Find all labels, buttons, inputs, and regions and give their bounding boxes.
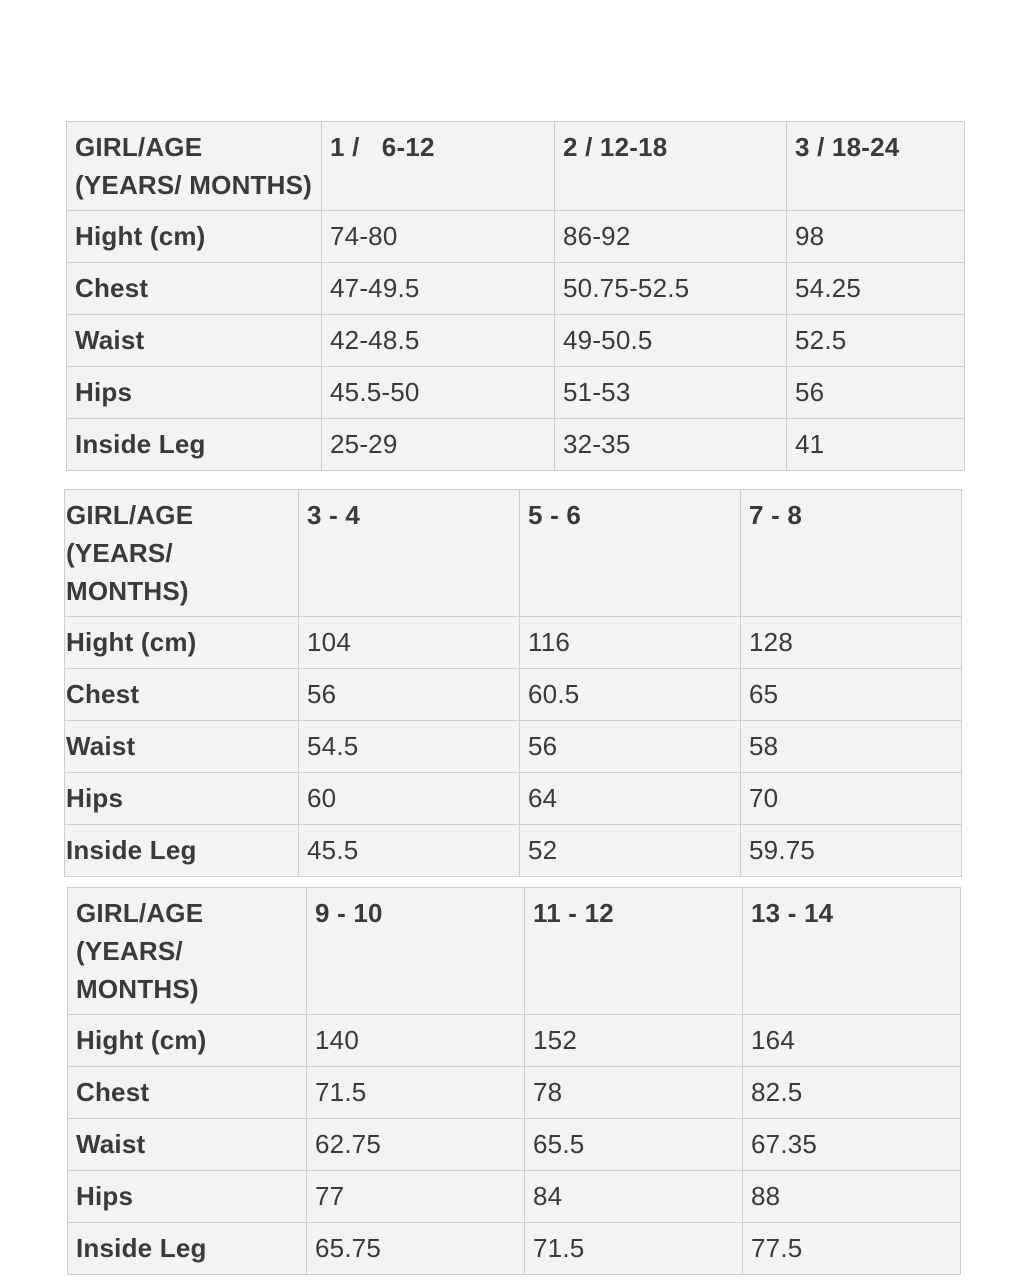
cell-value: 45.5-50 <box>322 367 555 419</box>
cell-value: 88 <box>743 1171 961 1223</box>
cell-value: 78 <box>525 1067 743 1119</box>
table-row-inside-leg <box>68 1223 961 1275</box>
cell-value: 77 <box>307 1171 525 1223</box>
cell-value: 65 <box>741 669 962 721</box>
size-table-months <box>66 121 965 471</box>
cell-value: 116 <box>520 617 741 669</box>
table-row-hips <box>67 367 965 419</box>
header-label: GIRL/AGE (YEARS/ MONTHS) <box>67 122 322 211</box>
table-row-height <box>67 211 965 263</box>
cell-value: 60.5 <box>520 669 741 721</box>
row-label: Inside Leg <box>65 825 299 877</box>
size-header: 2 / 12-18 <box>555 122 787 211</box>
cell-value: 104 <box>299 617 520 669</box>
row-label: Hips <box>68 1171 307 1223</box>
cell-value: 98 <box>787 211 965 263</box>
table-row-inside-leg <box>67 419 965 471</box>
size-header: 1 / 6-12 <box>322 122 555 211</box>
table-row-hips <box>68 1171 961 1223</box>
cell-value: 59.75 <box>741 825 962 877</box>
header-label: GIRL/AGE (YEARS/ MONTHS) <box>65 490 299 617</box>
table-header-row <box>67 122 965 211</box>
header-label: GIRL/AGE (YEARS/ MONTHS) <box>68 888 307 1015</box>
cell-value: 140 <box>307 1015 525 1067</box>
table-row-height <box>68 1015 961 1067</box>
table-row-inside-leg <box>65 825 962 877</box>
cell-value: 47-49.5 <box>322 263 555 315</box>
table-header-row <box>65 490 962 617</box>
cell-value: 71.5 <box>525 1223 743 1275</box>
cell-value: 52.5 <box>787 315 965 367</box>
cell-value: 25-29 <box>322 419 555 471</box>
table-row-height <box>65 617 962 669</box>
cell-value: 71.5 <box>307 1067 525 1119</box>
size-header: 3 / 18-24 <box>787 122 965 211</box>
row-label: Waist <box>65 721 299 773</box>
size-table-older <box>67 887 961 1275</box>
cell-value: 56 <box>299 669 520 721</box>
table-header-row <box>68 888 961 1015</box>
table-row-chest <box>65 669 962 721</box>
cell-value: 54.5 <box>299 721 520 773</box>
row-label: Chest <box>65 669 299 721</box>
row-label: Hight (cm) <box>65 617 299 669</box>
cell-value: 70 <box>741 773 962 825</box>
cell-value: 41 <box>787 419 965 471</box>
cell-value: 50.75-52.5 <box>555 263 787 315</box>
cell-value: 84 <box>525 1171 743 1223</box>
table-row-waist <box>65 721 962 773</box>
row-label: Waist <box>67 315 322 367</box>
size-header: 3 - 4 <box>299 490 520 617</box>
size-header: 7 - 8 <box>741 490 962 617</box>
cell-value: 42-48.5 <box>322 315 555 367</box>
cell-value: 152 <box>525 1015 743 1067</box>
cell-value: 32-35 <box>555 419 787 471</box>
cell-value: 45.5 <box>299 825 520 877</box>
row-label: Hips <box>65 773 299 825</box>
row-label: Hight (cm) <box>67 211 322 263</box>
cell-value: 74-80 <box>322 211 555 263</box>
cell-value: 86-92 <box>555 211 787 263</box>
cell-value: 65.5 <box>525 1119 743 1171</box>
cell-value: 49-50.5 <box>555 315 787 367</box>
size-header: 9 - 10 <box>307 888 525 1015</box>
size-table-young <box>64 489 962 877</box>
cell-value: 56 <box>520 721 741 773</box>
cell-value: 62.75 <box>307 1119 525 1171</box>
size-header: 5 - 6 <box>520 490 741 617</box>
table-row-chest <box>68 1067 961 1119</box>
cell-value: 56 <box>787 367 965 419</box>
size-header: 13 - 14 <box>743 888 961 1015</box>
cell-value: 128 <box>741 617 962 669</box>
cell-value: 58 <box>741 721 962 773</box>
cell-value: 52 <box>520 825 741 877</box>
cell-value: 77.5 <box>743 1223 961 1275</box>
size-header: 11 - 12 <box>525 888 743 1015</box>
cell-value: 60 <box>299 773 520 825</box>
cell-value: 54.25 <box>787 263 965 315</box>
cell-value: 82.5 <box>743 1067 961 1119</box>
row-label: Chest <box>67 263 322 315</box>
cell-value: 67.35 <box>743 1119 961 1171</box>
table-row-waist <box>67 315 965 367</box>
row-label: Inside Leg <box>67 419 322 471</box>
cell-value: 51-53 <box>555 367 787 419</box>
row-label: Chest <box>68 1067 307 1119</box>
row-label: Hight (cm) <box>68 1015 307 1067</box>
cell-value: 65.75 <box>307 1223 525 1275</box>
row-label: Waist <box>68 1119 307 1171</box>
table-row-chest <box>67 263 965 315</box>
table-row-waist <box>68 1119 961 1171</box>
cell-value: 164 <box>743 1015 961 1067</box>
table-row-hips <box>65 773 962 825</box>
row-label: Inside Leg <box>68 1223 307 1275</box>
row-label: Hips <box>67 367 322 419</box>
cell-value: 64 <box>520 773 741 825</box>
